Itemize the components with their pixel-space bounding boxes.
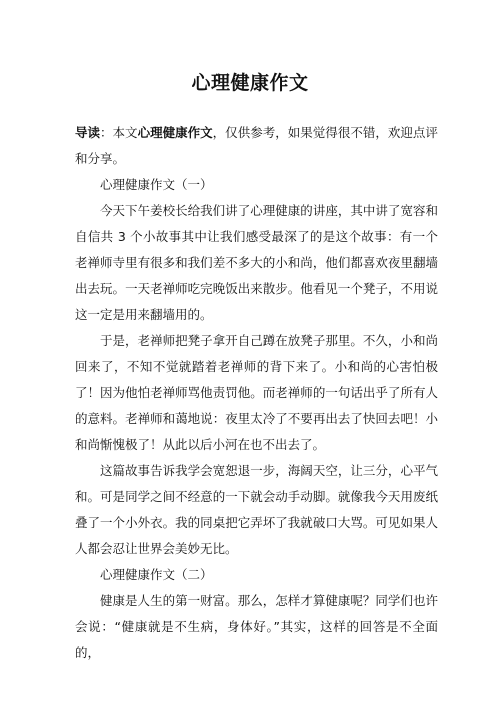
intro-prefix: 本文 [112, 125, 138, 140]
intro-label: 导读 [75, 125, 101, 140]
intro-suffix: ，仅供参考，如果觉得很不错，欢迎点评和分享。 [75, 125, 438, 166]
body-paragraph: 今天下午姜校长给我们讲了心理健康的讲座，其中讲了宽容和自信共 3 个小故事其中让我们感受最深了的是这个故事：有一个老禅师寺里有很多和我们差不多大的小和尚，他们都喜欢夜里翻墙出去玩。一天老禅师吃完晚饭出来散步。他看见一个凳子，不用说这一定是用来翻墙用的。 [75, 203, 438, 322]
intro-topic: 心理健康作文 [137, 125, 213, 140]
body-paragraph: 于是，老禅师把凳子拿开自己蹲在放凳子那里。不久，小和尚回来了，不知不觉就踏着老禅师的背下来了。小和尚的心害怕极了！因为他怕老禅师骂他责罚他。而老禅师的一句话出乎了所有人的意料。老禅师和蔼地说：夜里太冷了不要再出去了快回去吧！小和尚惭愧极了！从此以后小河在也不出去了。 [75, 333, 438, 452]
section-heading-one: 心理健康作文（一） [100, 177, 213, 192]
section-heading-two: 心理健康作文（二） [100, 567, 213, 582]
body-paragraph: 这篇故事告诉我学会宽恕退一步，海阔天空，让三分，心平气和。可是同学之间不经意的一下就会动手动脚。就像我今天用废纸叠了一个小外衣。我的同桌把它弄坏了我就破口大骂。可见如果人人都会忍让世界会美妙无比。 [75, 463, 438, 556]
intro-paragraph [75, 120, 438, 172]
document-title: 心理健康作文 [191, 72, 309, 94]
body-paragraph: 健康是人生的第一财富。那么，怎样才算健康呢？同学们也许会说：“健康就是不生病，身体好。”其实，这样的回答是不全面的， [75, 593, 438, 660]
intro-colon: ： [100, 125, 113, 140]
